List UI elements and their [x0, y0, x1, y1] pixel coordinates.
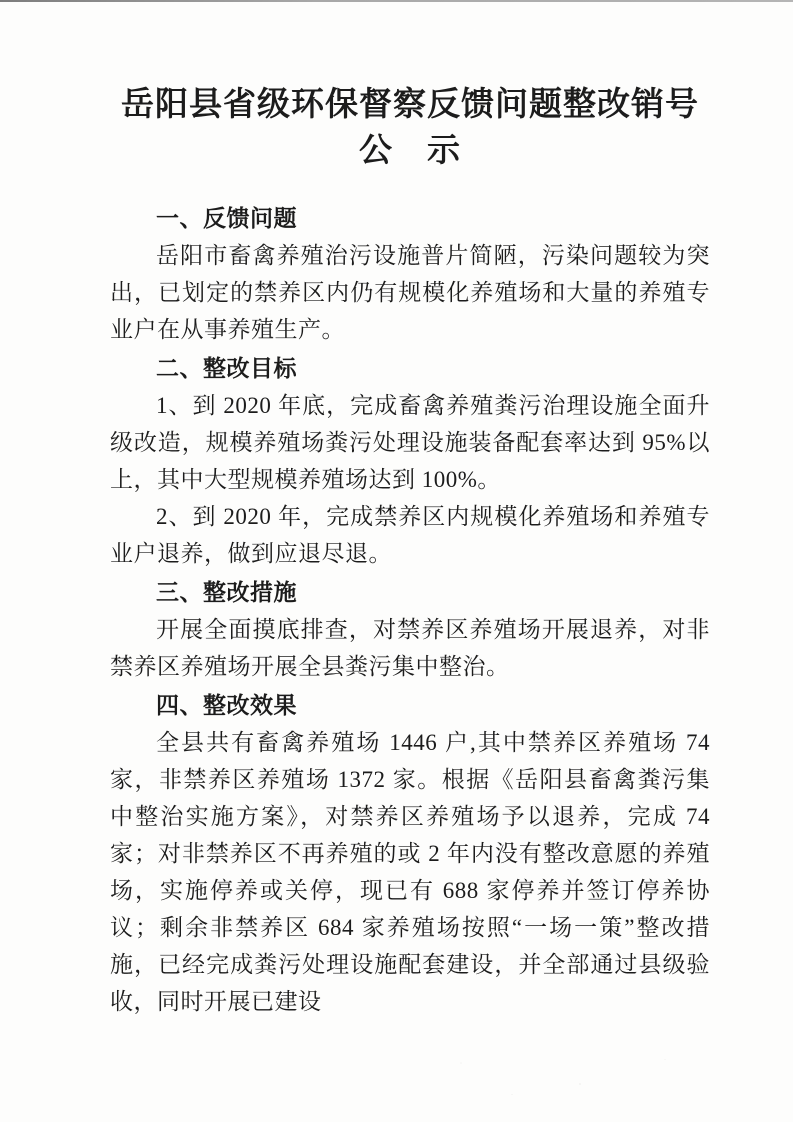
section-4-heading: 四、整改效果	[156, 692, 297, 718]
section-2-paragraph-1: 1、到 2020 年底，完成畜禽养殖粪污治理设施全面升级改造，规模养殖场粪污处理设施装备配套率达到 95%以上，其中大型规模养殖场达到 100%。	[110, 393, 710, 492]
section-2-heading: 二、整改目标	[156, 355, 297, 381]
document-title-line1: 岳阳县省级环保督察反馈问题整改销号	[121, 87, 699, 123]
section-3-heading: 三、整改措施	[156, 579, 297, 605]
section-1-heading: 一、反馈问题	[156, 205, 297, 231]
scan-noise-artifact	[393, 1042, 733, 1112]
section-1-paragraph-1: 岳阳市畜禽养殖治污设施普片简陋，污染问题较为突出，已划定的禁养区内仍有规模化养殖场和大量的养殖专业户在从事养殖生产。	[110, 243, 710, 342]
section-rectification-goals	[110, 350, 710, 572]
section-rectification-measures	[110, 574, 710, 685]
section-rectification-results	[110, 687, 710, 1020]
scan-edge-artifact	[0, 0, 793, 2]
document-title-line2: 公 示	[359, 133, 461, 169]
section-4-paragraph-1: 全县共有畜禽养殖场 1446 户,其中禁养区养殖场 74 家，非禁养区养殖场 1372 家。根据《岳阳县畜禽粪污集中整治实施方案》，对禁养区养殖场予以退养，完成 74 家；对非禁养区不再养殖的或 2 年内没有整改意愿的养殖场，实施停养或关停，现已有 688 家停养并签订停养协议；剩余非禁养区 684 家养殖场按照“一场一策”整改措施，已经完成粪污处理设施配套建设，并全部通过县级验收，同时开展已建设	[110, 730, 710, 1014]
section-3-paragraph-1: 开展全面摸底排查，对禁养区养殖场开展退养，对非禁养区养殖场开展全县粪污集中整治。	[110, 617, 710, 679]
document-title	[110, 82, 710, 174]
section-2-paragraph-2: 2、到 2020 年，完成禁养区内规模化养殖场和养殖专业户退养，做到应退尽退。	[110, 504, 710, 566]
section-feedback-problem	[110, 200, 710, 348]
